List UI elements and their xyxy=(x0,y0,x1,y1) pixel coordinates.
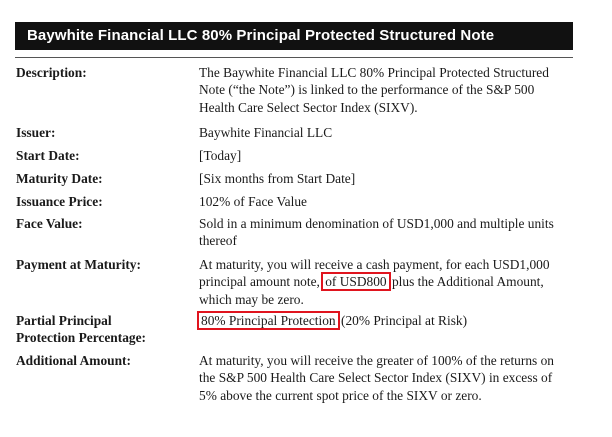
term-label: Additional Amount: xyxy=(16,353,131,368)
highlight-box-protection: 80% Principal Protection xyxy=(201,313,336,328)
term-row-issuance-price xyxy=(15,193,573,215)
term-value: 102% of Face Value xyxy=(199,194,307,209)
term-row-start-date xyxy=(15,147,573,170)
term-label: Issuance Price: xyxy=(16,194,103,209)
term-label: Face Value: xyxy=(16,216,83,231)
term-sheet xyxy=(15,22,573,408)
term-label: Start Date: xyxy=(16,148,80,163)
term-value xyxy=(199,312,573,352)
term-value: [Today] xyxy=(199,148,242,163)
title-divider xyxy=(15,57,573,58)
term-label: Maturity Date: xyxy=(16,171,103,186)
term-value: [Six months from Start Date] xyxy=(199,171,356,186)
highlight-box-usd800: of USD800 xyxy=(325,274,387,290)
term-label: Payment at Maturity: xyxy=(16,257,141,272)
term-value: At maturity, you will receive the greater of 100% of the returns on the S&P 500 Health Care Select Sector Index (SIXV) in excess of 5% above the current spot price of the SIXV or zero. xyxy=(199,353,554,403)
term-value: Baywhite Financial LLC xyxy=(199,125,333,140)
payment-text-before: At maturity, you will receive a cash payment, for each USD1,000 principal amount note, xyxy=(199,257,550,290)
terms-table xyxy=(15,64,573,408)
term-row-additional-amount xyxy=(15,352,573,408)
payment-text-after: plus the Additional Amount, which may be zero. xyxy=(199,274,544,307)
document-title: Baywhite Financial LLC 80% Principal Protected Structured Note xyxy=(15,22,573,50)
term-label-line2: Protection Percentage: xyxy=(16,330,147,346)
term-row-face-value xyxy=(15,215,573,256)
term-label xyxy=(15,312,199,352)
protection-text-after: (20% Principal at Risk) xyxy=(341,313,468,328)
term-row-description xyxy=(15,64,573,124)
term-row-maturity-date xyxy=(15,170,573,193)
term-row-payment-at-maturity xyxy=(15,256,573,312)
term-label: Description: xyxy=(16,65,87,80)
term-label: Issuer: xyxy=(16,125,56,140)
term-value: Sold in a minimum denomination of USD1,000 and multiple units thereof xyxy=(199,216,554,249)
term-row-issuer xyxy=(15,124,573,147)
term-row-partial-protection xyxy=(15,312,573,352)
term-value: The Baywhite Financial LLC 80% Principal Protected Structured Note (“the Note”) is linked to the performance of the S&P 500 Health Care Select Sector Index (SIXV). xyxy=(199,65,549,115)
term-label-line1: Partial Principal xyxy=(16,313,112,328)
term-value xyxy=(199,256,573,312)
